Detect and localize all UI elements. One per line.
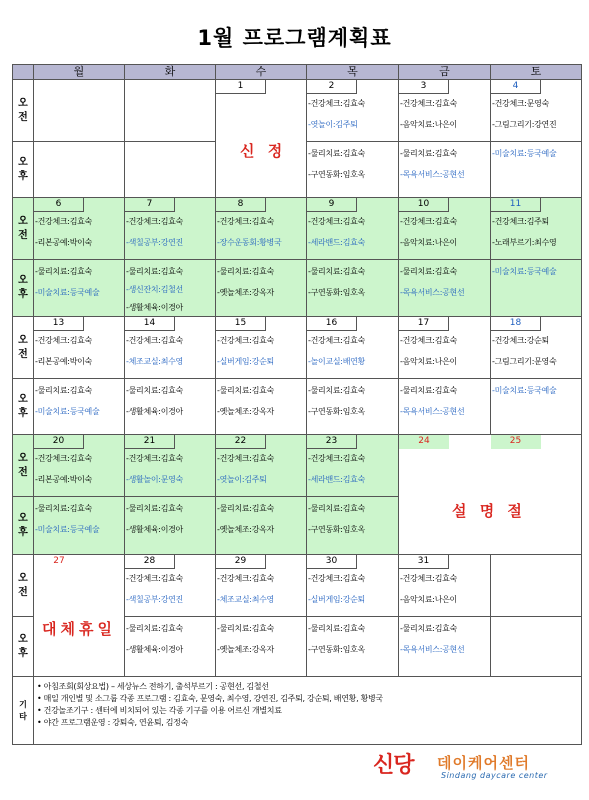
day-cell — [307, 80, 399, 142]
day-cell — [491, 198, 582, 260]
program-entry: -색칠공부:강연진 — [126, 595, 183, 604]
logo-english: Sindang daycare center — [441, 771, 548, 780]
day-cell — [491, 555, 582, 617]
program-entry: -건강체크:강순퇴 — [492, 336, 549, 345]
program-entry: -음악치료:나은이 — [400, 595, 457, 604]
program-entry: -건강체크:김효숙 — [217, 336, 274, 345]
program-entry: -엿놀이:김주퇴 — [308, 120, 358, 129]
week-3-am-row — [13, 317, 582, 379]
date-number — [491, 555, 541, 569]
program-entry: -미술치료:등국예술 — [492, 267, 557, 276]
day-cell — [216, 617, 307, 677]
day-cell — [125, 617, 216, 677]
program-entry: -물리치료:김효숙 — [35, 504, 92, 513]
day-header-row — [13, 65, 582, 80]
program-entry: -그림그리기:강연진 — [492, 120, 557, 129]
program-entry: -구연동화:임호옥 — [308, 288, 365, 297]
day-cell — [34, 497, 125, 555]
week-5-am-row — [13, 555, 582, 617]
note-line: • 건강놀조기구 : 센터에 비치되어 있는 각종 기구를 이용 어르신 개별치료 — [37, 706, 282, 715]
day-cell — [216, 497, 307, 555]
program-entry: -물리치료:김효숙 — [400, 386, 457, 395]
day-cell — [307, 379, 399, 435]
date-number: 9 — [307, 198, 357, 212]
program-entry: -물리치료:김효숙 — [308, 267, 365, 276]
date-number: 30 — [307, 555, 357, 569]
label-pm: 오 후 — [13, 617, 34, 677]
program-entry: -건강체크:김효숙 — [126, 574, 183, 583]
holiday-lunar-new-year: 설 명 절 — [452, 502, 526, 520]
program-entry: -놀이교실:배연황 — [308, 357, 365, 366]
day-cell — [34, 80, 125, 142]
date-number: 24 — [399, 435, 449, 449]
program-entry: -옛놀체조:강옥자 — [217, 645, 274, 654]
date-number: 22 — [216, 435, 266, 449]
day-cell — [307, 260, 399, 317]
program-entry: -실버게임:강순퇴 — [308, 595, 365, 604]
date-number: 27 — [53, 556, 65, 566]
date-number: 16 — [307, 317, 357, 331]
date-number: 1 — [216, 80, 266, 94]
day-cell — [399, 142, 491, 198]
day-cell — [307, 497, 399, 555]
day-cell — [491, 142, 582, 198]
day-cell — [307, 555, 399, 617]
label-am: 오 전 — [13, 555, 34, 617]
header-corner — [13, 65, 34, 80]
label-pm: 오 후 — [13, 142, 34, 198]
day-cell — [399, 198, 491, 260]
program-entry: -노래부르기:최수영 — [492, 238, 557, 247]
page-title: 1월 프로그램계획표 — [197, 26, 392, 50]
label-misc: 기 타 — [13, 677, 34, 745]
day-cell — [125, 555, 216, 617]
date-number: 17 — [399, 317, 449, 331]
program-entry: -목욕서비스:공현선 — [400, 407, 465, 416]
date-number: 4 — [491, 80, 541, 94]
program-entry: -리본공예:박이숙 — [35, 238, 92, 247]
program-entry: -건강체크:김효숙 — [35, 454, 92, 463]
program-entry: -리본공예:박이숙 — [35, 475, 92, 484]
week-1-pm-row — [13, 142, 582, 198]
program-entry: -옛놀체조:강옥자 — [217, 525, 274, 534]
program-entry: -음악치료:나은이 — [400, 357, 457, 366]
program-entry: -물리치료:김효숙 — [400, 149, 457, 158]
program-entry: -세라밴드:김효숙 — [308, 475, 365, 484]
date-number — [34, 80, 84, 94]
program-entry: -장수운동회:황병국 — [217, 238, 282, 247]
date-number: 2 — [307, 80, 357, 94]
program-entry: -옛놀체조:강옥자 — [217, 407, 274, 416]
program-entry: -생활체육:이경아 — [126, 525, 183, 534]
program-entry: -음악치료:나은이 — [400, 120, 457, 129]
program-entry: -체조교실:최수영 — [217, 595, 274, 604]
note-line: • 야간 프로그램운영 : 강퇴숙, 연윤퇴, 김정숙 — [37, 718, 189, 727]
program-entry: -건강체크:김효숙 — [308, 574, 365, 583]
date-number: 18 — [491, 317, 541, 331]
program-entry: -건강체크:김주퇴 — [492, 217, 549, 226]
program-entry: -건강체크:김효숙 — [126, 454, 183, 463]
logo-sub: 데이케어센터 — [437, 754, 530, 772]
day-cell — [125, 435, 216, 497]
program-entry: -물리치료:김효숙 — [217, 504, 274, 513]
day-cell — [125, 497, 216, 555]
date-number: 29 — [216, 555, 266, 569]
program-entry: -그림그리기:문영숙 — [492, 357, 557, 366]
program-entry: -생활체육:이경아 — [126, 645, 183, 654]
center-logo — [373, 750, 583, 786]
program-entry: -물리치료:김효숙 — [308, 624, 365, 633]
program-entry: -물리치료:김효숙 — [35, 386, 92, 395]
day-cell — [399, 435, 491, 497]
date-number: 15 — [216, 317, 266, 331]
date-number: 28 — [125, 555, 175, 569]
program-entry: -건강체크:김효숙 — [400, 99, 457, 108]
label-am: 오 전 — [13, 198, 34, 260]
program-entry: -미술치료:등국예술 — [492, 386, 557, 395]
program-entry: -물리치료:김효숙 — [126, 386, 183, 395]
program-entry: -옛놀체조:강옥자 — [217, 288, 274, 297]
program-entry: -구연동화:임호옥 — [308, 645, 365, 654]
day-cell — [34, 379, 125, 435]
program-entry: -미술치료:등국예술 — [35, 288, 100, 297]
program-entry: -색칠공부:강연진 — [126, 238, 183, 247]
day-cell — [125, 198, 216, 260]
day-cell — [34, 435, 125, 497]
program-entry: -건강체크:김효숙 — [400, 217, 457, 226]
holiday-substitute: 대체휴일 — [42, 620, 116, 638]
date-number: 20 — [34, 435, 84, 449]
day-cell — [34, 198, 125, 260]
program-entry: -건강체크:김효숙 — [217, 454, 274, 463]
date-number: 25 — [491, 435, 541, 449]
program-entry: -건강체크:문영숙 — [492, 99, 549, 108]
day-cell — [491, 317, 582, 379]
day-cell — [216, 198, 307, 260]
day-cell — [491, 80, 582, 142]
day-mon: 월 — [34, 65, 125, 80]
day-thu: 목 — [307, 65, 399, 80]
date-number: 7 — [125, 198, 175, 212]
day-cell — [216, 379, 307, 435]
program-entry: -구연동화:임호옥 — [308, 525, 365, 534]
program-entry: -구연동화:임호옥 — [308, 407, 365, 416]
program-entry: -물리치료:김효숙 — [308, 386, 365, 395]
day-cell — [125, 80, 216, 142]
label-am: 오 전 — [13, 80, 34, 142]
date-number: 6 — [34, 198, 84, 212]
program-entry: -체조교실:최수영 — [126, 357, 183, 366]
label-pm: 오 후 — [13, 379, 34, 435]
day-cell — [307, 142, 399, 198]
label-am: 오 전 — [13, 435, 34, 497]
date-number: 14 — [125, 317, 175, 331]
program-calendar — [12, 64, 582, 745]
day-cell — [399, 80, 491, 142]
day-cell — [125, 260, 216, 317]
day-tue: 화 — [125, 65, 216, 80]
day-sat: 토 — [491, 65, 582, 80]
day-fri: 금 — [399, 65, 491, 80]
week-2-am-row — [13, 198, 582, 260]
label-am: 오 전 — [13, 317, 34, 379]
program-entry: -건강체크:김효숙 — [400, 336, 457, 345]
program-entry: -물리치료:김효숙 — [308, 504, 365, 513]
program-entry: -목욕서비스:공현선 — [400, 645, 465, 654]
program-entry: -생활체육:이경아 — [126, 407, 183, 416]
day-cell — [216, 435, 307, 497]
program-entry: -물리치료:김효숙 — [308, 149, 365, 158]
program-entry: -세라밴드:김효숙 — [308, 238, 365, 247]
date-number: 8 — [216, 198, 266, 212]
program-entry: -물리치료:김효숙 — [400, 267, 457, 276]
holiday-new-year: 신 정 — [240, 142, 287, 160]
week-3-pm-row — [13, 379, 582, 435]
week-2-pm-row — [13, 260, 582, 317]
day-cell — [307, 317, 399, 379]
day-cell — [399, 555, 491, 617]
program-entry: -엿놀이:김주퇴 — [217, 475, 267, 484]
note-line: • 아침조회(회상요법) – 세상뉴스 전하기, 출석부르기 : 공현선, 김철선 — [37, 682, 269, 691]
day-cell — [399, 617, 491, 677]
day-cell — [491, 379, 582, 435]
day-cell — [307, 617, 399, 677]
date-number: 10 — [399, 198, 449, 212]
program-entry: -목욕서비스:공현선 — [400, 170, 465, 179]
notes-cell — [34, 677, 582, 745]
day-cell — [34, 317, 125, 379]
day-cell — [399, 317, 491, 379]
program-entry: -물리치료:김효숙 — [217, 267, 274, 276]
program-entry: -물리치료:김효숙 — [126, 267, 183, 276]
program-entry: -건강체크:김효숙 — [217, 574, 274, 583]
notes-row — [13, 677, 582, 745]
program-entry: -미술치료:등국예술 — [35, 525, 100, 534]
program-entry: -생활놀이:문영숙 — [126, 475, 183, 484]
day-cell — [399, 379, 491, 435]
program-entry: -실버게임:강순퇴 — [217, 357, 274, 366]
program-entry: -건강체크:김효숙 — [308, 336, 365, 345]
program-entry: -물리치료:김효숙 — [217, 386, 274, 395]
day-wed: 수 — [216, 65, 307, 80]
day-cell — [491, 260, 582, 317]
program-entry: -리본공예:박이숙 — [35, 357, 92, 366]
program-entry: -건강체크:김효숙 — [308, 454, 365, 463]
program-entry: -건강체크:김효숙 — [35, 336, 92, 345]
date-number: 3 — [399, 80, 449, 94]
day-cell — [34, 260, 125, 317]
day-cell — [216, 260, 307, 317]
day-cell — [125, 142, 216, 198]
program-entry: -물리치료:김효숙 — [35, 267, 92, 276]
date-number: 11 — [491, 198, 541, 212]
program-entry: -건강체크:김효숙 — [308, 217, 365, 226]
day-cell — [216, 80, 307, 142]
day-cell — [491, 617, 582, 677]
program-entry: -건강체크:김효숙 — [400, 574, 457, 583]
program-entry: -구연동화:임호옥 — [308, 170, 365, 179]
day-cell — [125, 317, 216, 379]
day-cell — [34, 555, 125, 617]
program-entry: -건강체크:김효숙 — [217, 217, 274, 226]
label-pm: 오 후 — [13, 260, 34, 317]
program-entry: -건강체크:김효숙 — [126, 336, 183, 345]
day-cell — [34, 142, 125, 198]
program-entry: -건강체크:김효숙 — [35, 217, 92, 226]
program-entry: -미술치료:등국예술 — [35, 407, 100, 416]
program-entry: -건강체크:김효숙 — [308, 99, 365, 108]
day-cell — [307, 435, 399, 497]
day-cell — [216, 317, 307, 379]
day-cell — [307, 198, 399, 260]
date-number: 31 — [399, 555, 449, 569]
day-cell — [399, 260, 491, 317]
logo-main: 신당 — [373, 753, 414, 778]
day-cell — [491, 435, 582, 497]
date-number — [125, 80, 175, 94]
program-entry: -목욕서비스:공현선 — [400, 288, 465, 297]
week-4-am-row — [13, 435, 582, 497]
date-number: 13 — [34, 317, 84, 331]
program-entry: -물리치료:김효숙 — [126, 504, 183, 513]
label-pm: 오 후 — [13, 497, 34, 555]
program-entry: -물리치료:김효숙 — [217, 624, 274, 633]
week-1-am-row — [13, 80, 582, 142]
program-entry: -생활체육:이경아 — [126, 303, 183, 312]
program-entry: -건강체크:김효숙 — [126, 217, 183, 226]
program-entry: -물리치료:김효숙 — [400, 624, 457, 633]
program-entry: -음악치료:나은이 — [400, 238, 457, 247]
program-entry: -물리치료:김효숙 — [126, 624, 183, 633]
day-cell — [125, 379, 216, 435]
note-line: • 매일 개인별 및 소그룹 각종 프로그램 : 김효숙, 문영숙, 최수영, 강연진, 김주퇴, 강순퇴, 배연황, 황병국 — [37, 694, 383, 703]
date-number: 21 — [125, 435, 175, 449]
program-entry: -생신잔치:김철선 — [126, 285, 183, 294]
date-number: 23 — [307, 435, 357, 449]
program-entry: -미술치료:등국예술 — [492, 149, 557, 158]
day-cell — [216, 555, 307, 617]
